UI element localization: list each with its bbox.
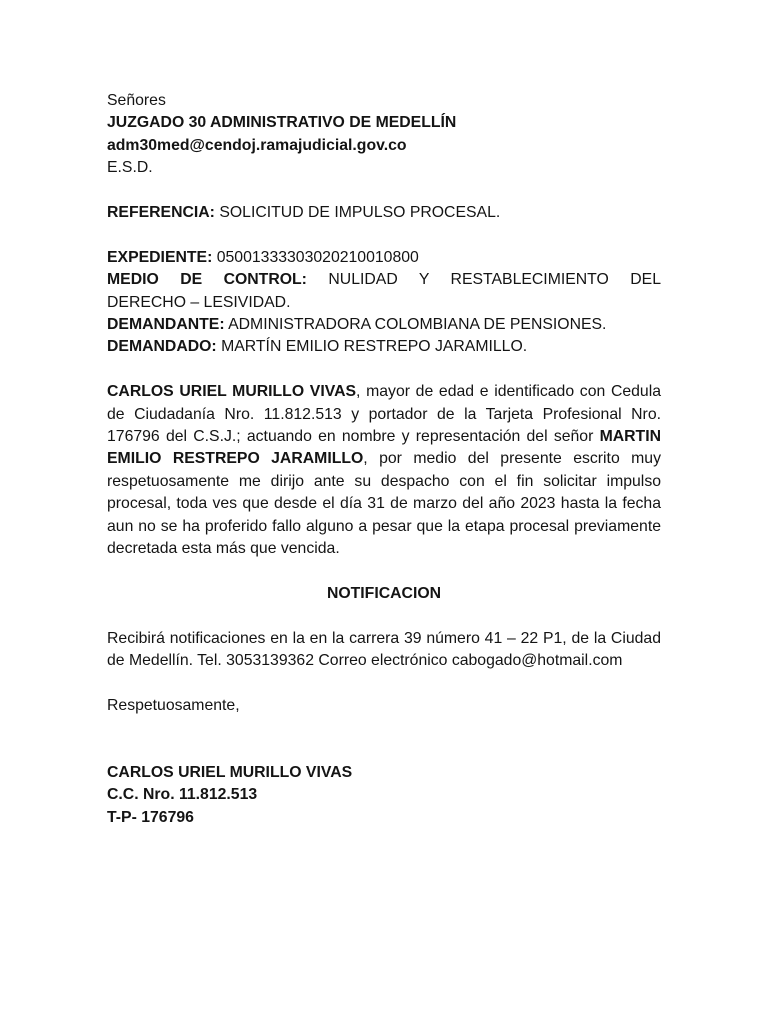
demandante-value: ADMINISTRADORA COLOMBIANA DE PENSIONES. bbox=[224, 316, 607, 334]
expediente-value: 05001333303020210010800 bbox=[212, 248, 419, 266]
demandado-line bbox=[107, 336, 661, 358]
demandado-label: DEMANDADO: bbox=[107, 338, 217, 356]
court-email: adm30med@cendoj.ramajudicial.gov.co bbox=[107, 136, 407, 154]
medio-control-continuation: DERECHO – LESIVIDAD. bbox=[107, 293, 291, 311]
demandante-line bbox=[107, 314, 661, 336]
court-name: JUZGADO 30 ADMINISTRATIVO DE MEDELLÍN bbox=[107, 114, 457, 132]
body-text-part1: , mayor de edad e identificado con Cedula de Ciudadanía Nro. 11.812.513 y portador de la Tarjeta Profesional Nro. 176796 del C.S.J.; actuando en nombre y representación del señor bbox=[107, 383, 661, 446]
esd-line: E.S.D. bbox=[107, 159, 153, 177]
body-text-part2: , por medio del presente escrito muy respetuosamente me dirijo ante su despacho con el fin solicitar impulso procesal, toda ves que desde el día 31 de marzo del año 2023 hasta la fecha aun no se ha proferido fallo alguno a pesar que la etapa procesal previamente decretada esta más que vencida. bbox=[107, 450, 661, 558]
medio-control-value: NULIDAD Y RESTABLECIMIENTO DEL bbox=[306, 271, 661, 289]
expediente-label: EXPEDIENTE: bbox=[107, 248, 213, 266]
client-name: MARTIN EMILIO RESTREPO JARAMILLO bbox=[107, 428, 661, 468]
salutation: Señores bbox=[107, 92, 166, 109]
signature-cc: C.C. Nro. 11.812.513 bbox=[107, 786, 258, 804]
notification-paragraph: Recibirá notificaciones en la en la carrera 39 número 41 – 22 P1, de la Ciudad de Medellín. Tel. 3053139362 Correo electrónico cabogado@hotmail.com bbox=[107, 629, 661, 670]
author-name: CARLOS URIEL MURILLO VIVAS bbox=[107, 383, 357, 401]
signature-block bbox=[107, 762, 661, 829]
notification-heading: NOTIFICACION bbox=[326, 584, 442, 602]
body-paragraph bbox=[107, 381, 661, 560]
signature-tp: T-P- 176796 bbox=[107, 808, 194, 826]
demandante-label: DEMANDANTE: bbox=[107, 316, 225, 334]
signature-name: CARLOS URIEL MURILLO VIVAS bbox=[107, 764, 353, 782]
closing-text: Respetuosamente, bbox=[107, 696, 240, 714]
reference-line bbox=[107, 202, 661, 224]
medio-control-label: MEDIO DE CONTROL: bbox=[107, 271, 307, 289]
demandado-value: MARTÍN EMILIO RESTREPO JARAMILLO. bbox=[216, 338, 528, 356]
medio-control-line bbox=[107, 269, 661, 291]
reference-label: REFERENCIA: bbox=[107, 204, 215, 222]
reference-value: SOLICITUD DE IMPULSO PROCESAL. bbox=[214, 204, 501, 222]
case-details bbox=[107, 247, 661, 359]
expediente-line bbox=[107, 247, 661, 269]
document-page bbox=[107, 90, 661, 829]
addressee-block bbox=[107, 90, 661, 180]
